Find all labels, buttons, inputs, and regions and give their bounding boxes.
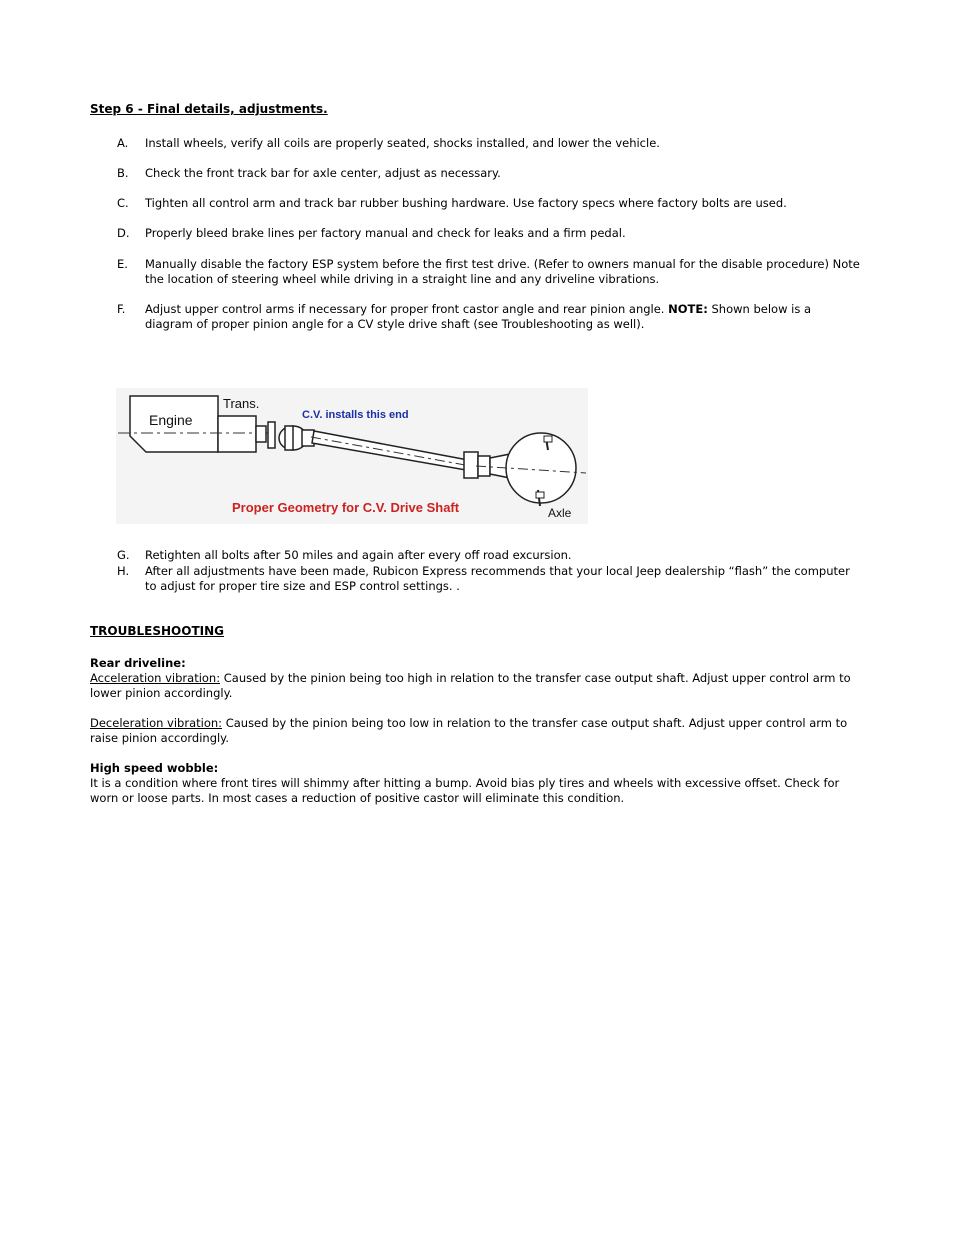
list-item [117, 166, 862, 181]
item-text-before: Adjust upper control arms if necessary for proper front castor angle and rear pinion angle. [145, 302, 669, 316]
accel-label: Acceleration vibration: [90, 671, 221, 685]
item-letter: F. [117, 302, 126, 316]
axle-label: Axle [548, 506, 572, 520]
output-flange [256, 426, 266, 442]
item-letter: C. [117, 196, 129, 210]
list-item [117, 564, 862, 594]
item-text: Properly bleed brake lines per factory manual and check for leaks and a firm pedal. [145, 226, 626, 240]
list-item [117, 548, 862, 563]
list-item [117, 226, 862, 241]
item-letter: B. [117, 166, 129, 180]
cv-label: C.V. installs this end [302, 409, 409, 421]
item-text: Tighten all control arm and track bar rubber bushing hardware. Use factory specs where factory bolts are used. [145, 196, 787, 210]
trans-label: Trans. [223, 396, 260, 411]
cv-drive-shaft-diagram [116, 388, 588, 524]
decel-label: Deceleration vibration: [90, 716, 223, 730]
item-letter: G. [117, 548, 130, 562]
wobble-paragraph: It is a condition where front tires will shimmy after hitting a bump. Avoid bias ply tires and wheels with excessive offset. Check for worn or loose parts. In most cases a reduction of positive castor will eliminate this condition. [90, 776, 840, 805]
engine-label: Engine [149, 412, 193, 428]
rear-driveline-heading: Rear driveline: [90, 656, 186, 670]
step6-title: Step 6 - Final details, adjustments. [90, 102, 328, 116]
item-text: Check the front track bar for axle center, adjust as necessary. [145, 166, 501, 180]
wobble-heading: High speed wobble: [90, 761, 219, 775]
item-text: Manually disable the factory ESP system before the first test drive. (Refer to owners manual for the disable procedure) Note the location of steering wheel while driving in a straight line and any driveline vibrations. [145, 257, 860, 286]
item-text-after: Shown below is a diagram of proper pinion angle for a CV style drive shaft (see Troubleshooting as well). [145, 302, 812, 331]
diagram-caption: Proper Geometry for C.V. Drive Shaft [232, 500, 460, 515]
item-text: Retighten all bolts after 50 miles and again after every off road excursion. [145, 548, 572, 562]
list-item [117, 302, 862, 332]
item-text: After all adjustments have been made, Rubicon Express recommends that your local Jeep dealership “flash” the computer to adjust for proper tire size and ESP control settings. . [145, 564, 850, 593]
transmission-block [218, 416, 256, 452]
item-letter: A. [117, 136, 129, 150]
troubleshooting-title: TROUBLESHOOTING [90, 624, 224, 638]
decel-text: Caused by the pinion being too low in relation to the transfer case output shaft. Adjust upper control arm to raise pinion accordingly. [90, 716, 848, 745]
accel-text: Caused by the pinion being too high in relation to the transfer case output shaft. Adjust upper control arm to lower pinion accordingly. [90, 671, 851, 700]
item-text [145, 302, 862, 332]
list-item [117, 136, 862, 151]
item-text: Install wheels, verify all coils are properly seated, shocks installed, and lower the vehicle. [145, 136, 660, 150]
list-item [117, 257, 862, 287]
note-label: NOTE: [668, 302, 708, 316]
list-item [117, 196, 862, 211]
axle-u-joint [464, 452, 478, 478]
flange-yoke [268, 422, 275, 448]
acceleration-vibration-paragraph [90, 671, 865, 701]
item-letter: E. [117, 257, 128, 271]
deceleration-vibration-paragraph [90, 716, 865, 746]
item-letter: D. [117, 226, 130, 240]
item-letter: H. [117, 564, 130, 578]
